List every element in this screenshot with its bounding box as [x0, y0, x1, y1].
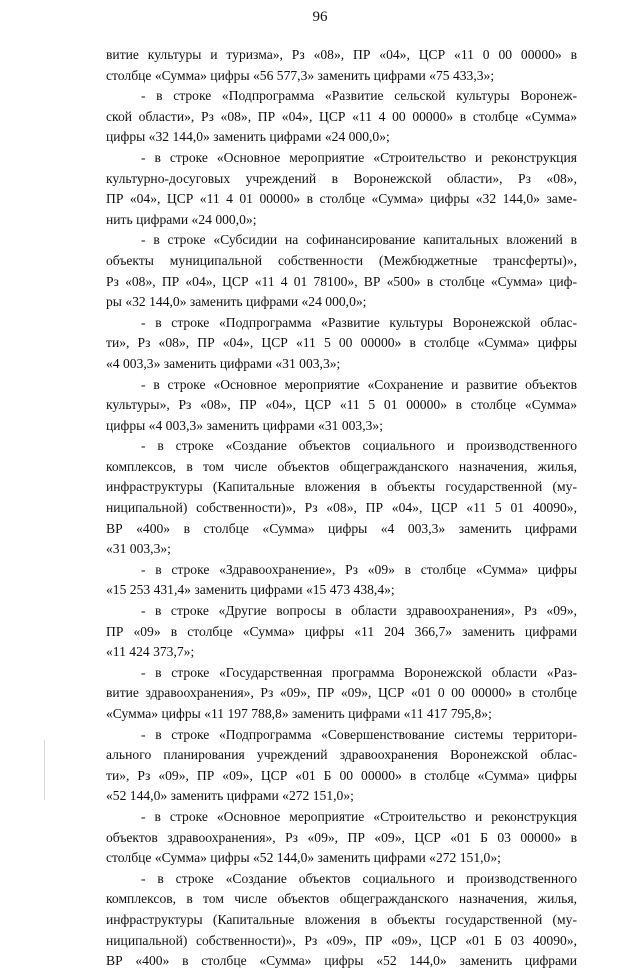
text-line: - в строке «Основное мероприятие «Сохранение и развитие объектов [141, 376, 577, 392]
text-line: ВР «400» в столбце «Сумма» цифры «4 003,3» заменить цифрами [106, 520, 577, 536]
text-line: цифры «4 003,3» заменить цифрами «31 003,3»; [106, 417, 383, 433]
text-line: комплексов, в том числе объектов общегражданского назначения, жилья, [106, 458, 577, 474]
text-line: комплексов, в том числе объектов общегражданского назначения, жилья, [106, 891, 577, 907]
text-line: объекты муниципальной собственности (Межбюджетные трансферты)», [106, 252, 577, 268]
text-line: - в строке «Создание объектов социального и производственного [141, 870, 577, 886]
paragraph [106, 45, 577, 86]
text-line: - в строке «Субсидии на софинансирование капитальных вложений в [141, 232, 577, 248]
text-line: - в строке «Здравоохранение», Рз «09» в столбце «Сумма» цифры [141, 561, 577, 577]
text-line: - в строке «Основное мероприятие «Строительство и реконструкция [141, 149, 577, 165]
text-line: ВР «400» в столбце «Сумма» цифры «52 144,0» заменить цифрами [106, 953, 577, 969]
text-line: инфраструктуры (Капитальные вложения в объекты государственной (му- [106, 479, 577, 495]
text-line: ти», Рз «09», ПР «09», ЦСР «01 Б 00 00000» в столбце «Сумма» цифры [106, 767, 577, 783]
text-line: объектов здравоохранения», Рз «09», ПР «09», ЦСР «01 Б 03 00000» в [106, 829, 577, 845]
text-line: витие здравоохранения», Рз «09», ПР «09», ЦСР «01 0 00 00000» в столбце [106, 685, 577, 701]
page-number: 96 [312, 9, 328, 25]
margin-mark [44, 740, 45, 800]
paragraph [106, 869, 577, 972]
text-line: ской области», Рз «08», ПР «04», ЦСР «11 4 00 00000» в столбце «Сумма» [106, 108, 577, 124]
text-line: ти», Рз «08», ПР «04», ЦСР «11 5 00 00000» в столбце «Сумма» цифры [106, 335, 577, 351]
paragraph [106, 86, 577, 148]
text-line: - в строке «Основное мероприятие «Строительство и реконструкция [141, 808, 577, 824]
text-line: - в строке «Подпрограмма «Развитие сельской культуры Воронеж- [141, 88, 577, 104]
paragraph [106, 313, 577, 375]
text-line: - в строке «Государственная программа Воронежской области «Раз- [141, 664, 577, 680]
text-line: «Сумма» цифры «11 197 788,8» заменить цифрами «11 417 795,8»; [106, 706, 492, 721]
paragraph [106, 230, 577, 312]
text-line: - в строке «Создание объектов социального и производственного [141, 438, 577, 454]
text-line: инфраструктуры (Капитальные вложения в объекты государственной (му- [106, 911, 577, 927]
paragraph [106, 725, 577, 807]
text-line: «11 424 373,7»; [106, 644, 195, 660]
text-line: ПР «04», ЦСР «11 4 01 00000» в столбце «Сумма» цифры «32 144,0» заме- [106, 191, 577, 207]
paragraph [106, 560, 577, 601]
text-line: культуры», Рз «08», ПР «04», ЦСР «11 5 01 00000» в столбце «Сумма» [106, 397, 577, 413]
text-line: Рз «08», ПР «04», ЦСР «11 4 01 78100», ВР «500» в столбце «Сумма» циф- [106, 273, 577, 289]
text-line: ниципальной) собственности)», Рз «08», ПР «04», ЦСР «11 5 01 40090», [106, 500, 577, 516]
text-line: - в строке «Другие вопросы в области здравоохранения», Рз «09», [141, 603, 577, 619]
paragraph [106, 148, 577, 230]
paragraph [106, 375, 577, 437]
text-line: ального планирования учреждений здравоохранения Воронежской облас- [106, 747, 577, 763]
text-line: «15 253 431,4» заменить цифрами «15 473 438,4»; [106, 582, 395, 598]
text-line: ры «32 144,0» заменить цифрами «24 000,0»; [106, 294, 367, 310]
text-line: «52 144,0» заменить цифрами «272 151,0»; [106, 788, 354, 804]
text-line: цифры «32 144,0» заменить цифрами «24 000,0»; [106, 129, 390, 145]
paragraph [106, 436, 577, 560]
text-line: столбце «Сумма» цифры «56 577,3» заменить цифрами «75 433,3»; [106, 67, 495, 83]
text-line: - в строке «Подпрограмма «Совершенствование системы территори- [141, 726, 577, 742]
paragraph [106, 807, 577, 869]
text-line: «31 003,3»; [106, 541, 171, 557]
paragraph [106, 601, 577, 663]
paragraph [106, 663, 577, 725]
text-line: нить цифрами «24 000,0»; [106, 211, 257, 227]
text-line: ниципальной) собственности)», Рз «09», ПР «09», ЦСР «01 Б 03 40090», [106, 932, 577, 948]
text-line: - в строке «Подпрограмма «Развитие культуры Воронежской облас- [141, 314, 577, 330]
text-line: витие культуры и туризма», Рз «08», ПР «04», ЦСР «11 0 00 00000» в [106, 47, 577, 62]
text-line: столбце «Сумма» цифры «52 144,0» заменить цифрами «272 151,0»; [106, 850, 501, 866]
text-line: ПР «09» в столбце «Сумма» цифры «11 204 366,7» заменить цифрами [106, 623, 577, 639]
text-line: «4 003,3» заменить цифрами «31 003,3»; [106, 355, 341, 371]
body-text [106, 45, 577, 972]
text-line: культурно-досуговых учреждений в Воронежской области», Рз «08», [106, 170, 577, 186]
